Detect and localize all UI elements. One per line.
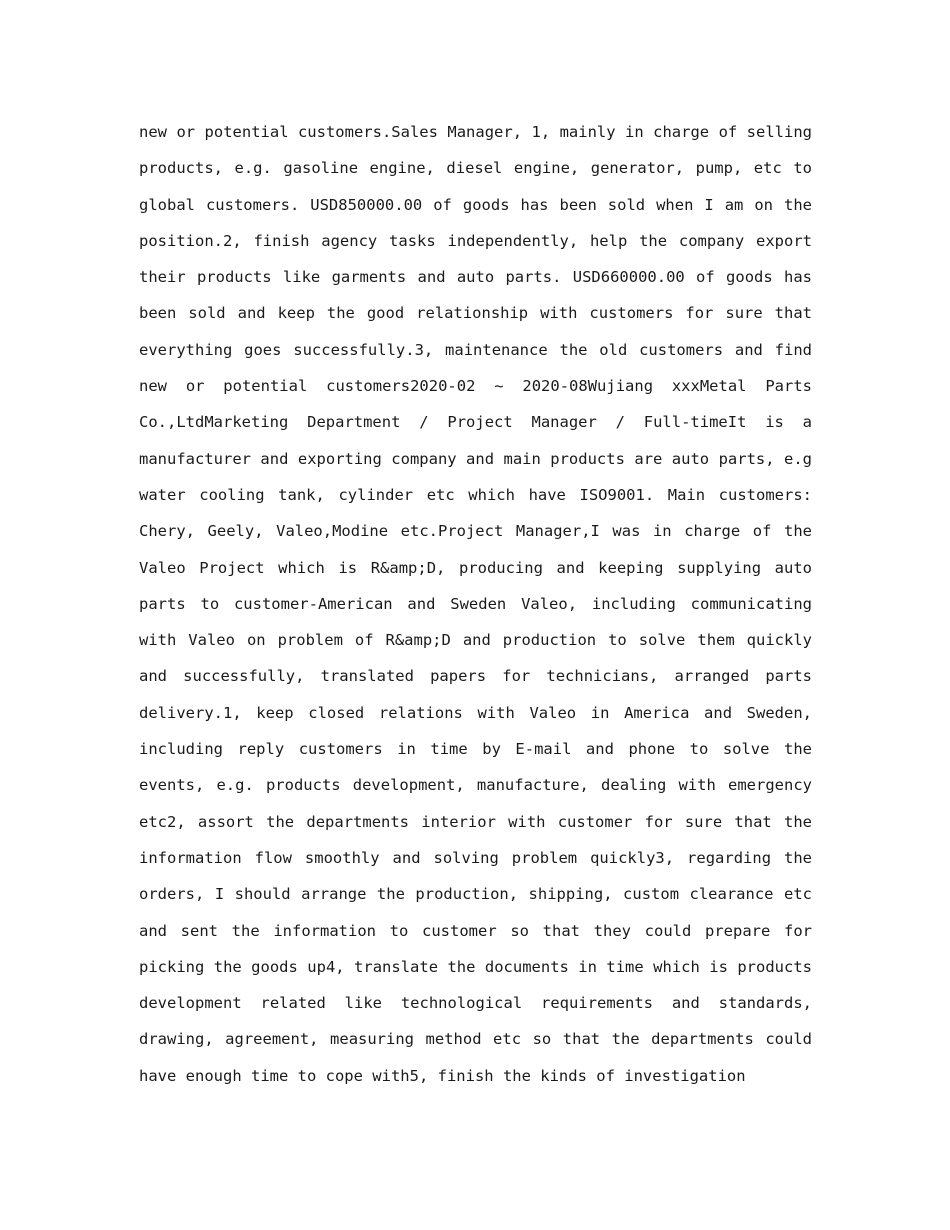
body-paragraph: new or potential customers.Sales Manager, 1, mainly in charge of selling products, e.g. gasoline engine, diesel engine, generator, pump, etc to global customers. USD850000.00 of goods has been sold when I am on the position.2, finish agency tasks independently, help the company export their products like garments and auto parts. USD660000.00 of goods has been sold and keep the good relationship with customers for sure that everything goes successfully.3, maintenance the old customers and find new or potential customers2020-02 ~ 2020-08Wujiang xxxMetal Parts Co.,LtdMarketing Department / Project Manager / Full-timeIt is a manufacturer and exporting company and main products are auto parts, e.g water cooling tank, cylinder etc which have ISO9001. Main customers: Chery, Geely, Valeo,Modine etc.Project Manager,I was in charge of the Valeo Project which is R&amp;D, producing and keeping supplying auto parts to customer-American and Sweden Valeo, including communicating with Valeo on problem of R&amp;D and production to solve them quickly and successfully, translated papers for technicians, arranged parts delivery.1, keep closed relations with Valeo in America and Sweden, including reply customers in time by E-mail and phone to solve the events, e.g. products development, manufacture, dealing with emergency etc2, assort the departments interior with customer for sure that the information flow smoothly and solving problem quickly3, regarding the orders, I should arrange the production, shipping, custom clearance etc and sent the information to customer so that they could prepare for picking the goods up4, translate the documents in time which is products development related like technological requirements and standards, drawing, agreement, measuring method etc so that the departments could have enough time to cope with5, finish the kinds of investigation	[139, 123, 812, 1085]
